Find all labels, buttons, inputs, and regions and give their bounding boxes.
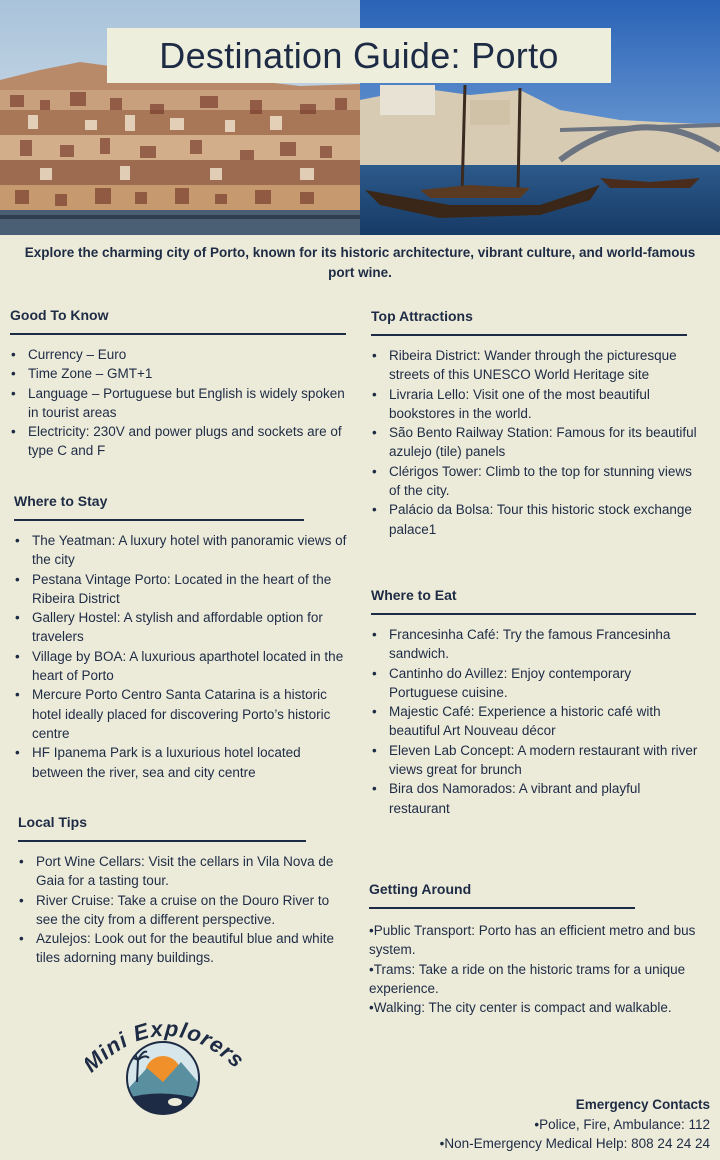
title-banner bbox=[107, 28, 611, 83]
emergency-line: •Police, Fire, Ambulance: 112 bbox=[534, 1116, 710, 1132]
mini-explorers-logo bbox=[85, 1010, 245, 1120]
list-item: •Walking: The city center is compact and walkable. bbox=[369, 1000, 672, 1016]
where-to-eat-list bbox=[371, 625, 701, 818]
list-item: • Currency – Euro bbox=[28, 345, 346, 364]
list-item: • Pestana Vintage Porto: Located in the heart of the Ribeira District bbox=[32, 570, 350, 609]
good-to-know-list bbox=[10, 345, 346, 461]
list-item: •Trams: Take a ride on the historic trams for a unique experience. bbox=[369, 961, 686, 996]
emergency-line: •Non-Emergency Medical Help: 808 24 24 24 bbox=[439, 1136, 710, 1151]
list-item: • Palácio da Bolsa: Tour this historic stock exchange palace1 bbox=[389, 500, 701, 539]
logo-icon bbox=[85, 1010, 245, 1120]
good-to-know-section bbox=[10, 307, 346, 461]
getting-around-section bbox=[369, 881, 704, 1017]
where-to-stay-section bbox=[14, 493, 350, 782]
list-item: • Clérigos Tower: Climb to the top for stunning views of the city. bbox=[389, 462, 701, 501]
list-item: • Majestic Café: Experience a historic café with beautiful Art Nouveau décor bbox=[389, 702, 701, 741]
list-item: • Livraria Lello: Visit one of the most beautiful bookstores in the world. bbox=[389, 385, 701, 424]
top-attractions-section bbox=[371, 308, 701, 539]
list-item: • Language – Portuguese but English is widely spoken in tourist areas bbox=[28, 384, 346, 423]
local-tips-heading: Local Tips bbox=[18, 814, 306, 842]
emergency-heading: Emergency Contacts bbox=[575, 1097, 710, 1112]
list-item: • Eleven Lab Concept: A modern restaurant with river views great for brunch bbox=[389, 741, 701, 780]
getting-around-heading: Getting Around bbox=[369, 881, 635, 909]
where-to-eat-section bbox=[371, 587, 701, 818]
list-item: • Mercure Porto Centro Santa Catarina is a historic hotel ideally placed for discovering Porto’s historic centre bbox=[32, 685, 350, 743]
logo-text: ini Explorer bbox=[93, 1015, 239, 1065]
list-item: • Gallery Hostel: A stylish and affordable option for travelers bbox=[32, 608, 350, 647]
list-item: • Cantinho do Avillez: Enjoy contemporary Portuguese cuisine. bbox=[389, 664, 701, 703]
top-attractions-list bbox=[371, 346, 701, 539]
local-tips-section bbox=[18, 814, 348, 968]
list-item: • Port Wine Cellars: Visit the cellars in Vila Nova de Gaia for a tasting tour. bbox=[36, 852, 348, 891]
list-item: • Francesinha Café: Try the famous Francesinha sandwich. bbox=[389, 625, 701, 664]
list-item: •Public Transport: Porto has an efficient metro and bus system. bbox=[369, 923, 696, 958]
intro-text: Explore the charming city of Porto, known for its historic architecture, vibrant culture, and world-famous port wine. bbox=[24, 245, 696, 280]
list-item: • São Bento Railway Station: Famous for its beautiful azulejo (tile) panels bbox=[389, 423, 701, 462]
list-item: • The Yeatman: A luxury hotel with panoramic views of the city bbox=[32, 531, 350, 570]
getting-around-list bbox=[369, 921, 704, 1017]
page-title: Destination Guide: Porto bbox=[159, 34, 559, 76]
list-item: • Ribeira District: Wander through the picturesque streets of this UNESCO World Heritage site bbox=[389, 346, 701, 385]
list-item: • Bira dos Namorados: A vibrant and playful restaurant bbox=[389, 779, 701, 818]
top-attractions-heading: Top Attractions bbox=[371, 308, 687, 336]
good-to-know-heading: Good To Know bbox=[10, 307, 346, 335]
local-tips-list bbox=[18, 852, 348, 968]
list-item: • Time Zone – GMT+1 bbox=[28, 364, 346, 383]
where-to-eat-heading: Where to Eat bbox=[371, 587, 696, 615]
list-item: • HF Ipanema Park is a luxurious hotel located between the river, sea and city centre bbox=[32, 743, 350, 782]
emergency-contacts bbox=[440, 1095, 710, 1154]
where-to-stay-heading: Where to Stay bbox=[14, 493, 304, 521]
where-to-stay-list bbox=[14, 531, 350, 782]
list-item: • Azulejos: Look out for the beautiful blue and white tiles adorning many buildings. bbox=[36, 929, 348, 968]
list-item: • Village by BOA: A luxurious aparthotel located in the heart of Porto bbox=[32, 647, 350, 686]
list-item: • Electricity: 230V and power plugs and sockets are of type C and F bbox=[28, 422, 346, 461]
list-item: • River Cruise: Take a cruise on the Douro River to see the city from a different perspective. bbox=[36, 891, 348, 930]
